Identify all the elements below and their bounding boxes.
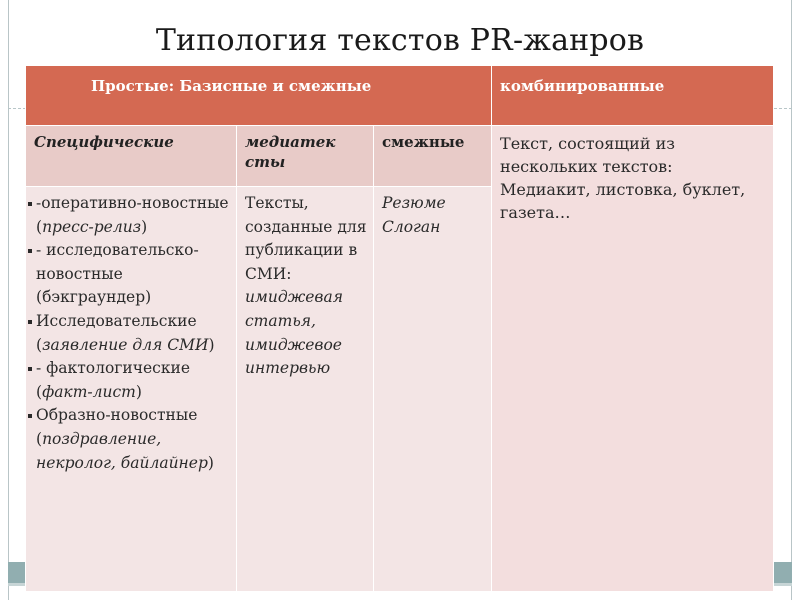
adjacent-item-slogan: Слоган [382, 217, 441, 236]
subheader-mediatexts-label: медиатек сты [245, 133, 336, 171]
subheader-adjacent [374, 126, 492, 187]
combined-text: Текст, состоящий из нескольких текстов: Медиакит, листовка, буклет, газета… [500, 134, 746, 222]
header-combined-label: комбинированные [500, 77, 665, 95]
slide-title: Типология текстов PR-жанров [155, 23, 645, 58]
genre-example: заявление для СМИ [42, 335, 209, 354]
genre-close: ) [208, 335, 215, 354]
genre-name: -оперативно-новостные ( [36, 194, 229, 236]
list-item [26, 192, 232, 239]
slide-frame-left [8, 0, 9, 600]
mediatexts-examples: имиджевая статья, имиджевое интервью [245, 288, 343, 378]
list-item [26, 239, 232, 310]
adjacent-cell [374, 187, 492, 592]
genre-close: ) [145, 288, 152, 307]
genre-example: бэкграундер [42, 288, 146, 307]
header-simple-label: Простые: Базисные и смежные [91, 77, 372, 95]
genre-name: Исследовательские ( [36, 311, 197, 354]
subheader-specific [26, 126, 237, 187]
combined-cell [492, 126, 774, 592]
list-item [26, 310, 232, 357]
specific-genres-cell [26, 187, 237, 592]
list-item [26, 357, 232, 404]
genre-name: - фактологические ( [36, 359, 191, 401]
genre-name: Образно-новостные ( [36, 406, 198, 448]
mediatexts-description: Тексты, созданные для публикации в СМИ: [245, 194, 367, 283]
header-simple-genres [26, 66, 492, 126]
list-item [26, 404, 232, 475]
genre-example: факт-лист [42, 382, 136, 401]
genre-close: ) [135, 382, 142, 401]
header-combined-genres [492, 66, 774, 126]
table-subheader-row [26, 126, 774, 187]
genre-typology-table [25, 65, 774, 592]
genre-close: ) [141, 217, 148, 236]
subheader-mediatexts [237, 126, 374, 187]
subheader-adjacent-label: смежные [382, 133, 465, 151]
genre-close: ) [207, 453, 214, 472]
adjacent-item-resume: Резюме [382, 194, 446, 212]
genre-example: поздравление, некролог, байлайнер [36, 429, 208, 472]
slide-frame-right [791, 0, 792, 600]
specific-genres-list [26, 192, 232, 475]
genre-example: пресс-релиз [42, 217, 142, 236]
genre-name: - исследовательско-новостные ( [36, 241, 199, 307]
mediatexts-cell [237, 187, 374, 592]
table-header-row [26, 66, 774, 126]
subheader-specific-label: Специфические [34, 133, 174, 151]
